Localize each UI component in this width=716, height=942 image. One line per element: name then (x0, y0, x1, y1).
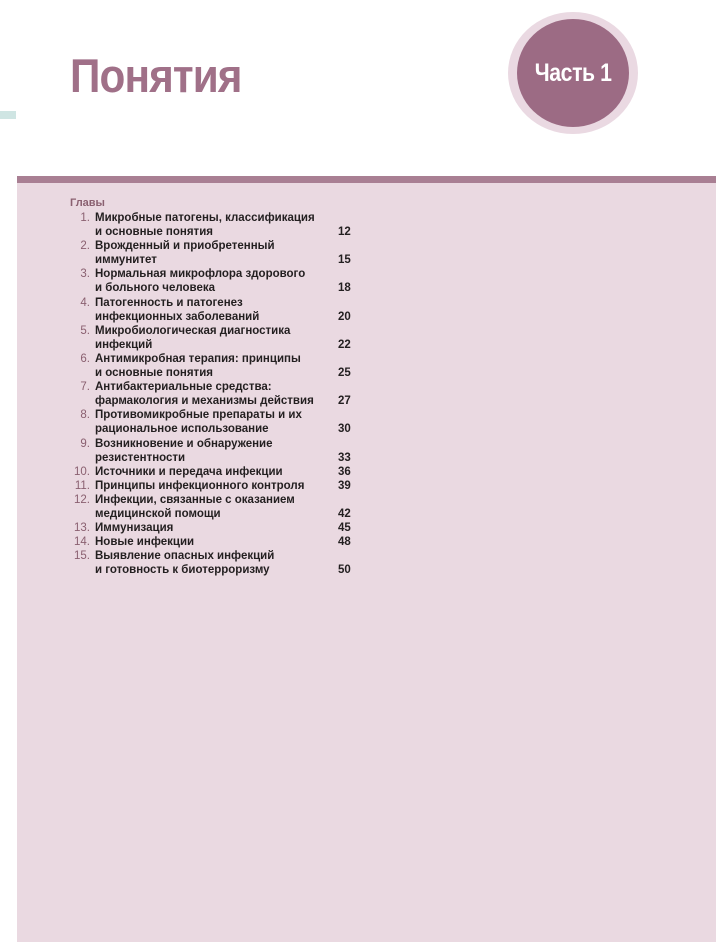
toc-item-page: 25 (338, 367, 351, 380)
decorative-tab-mark (0, 111, 16, 119)
toc-item-title: Инфекции, связанные с оказанием медицинской помощи (95, 493, 295, 520)
toc-item-page: 42 (338, 507, 351, 520)
toc-item-number: 5. (80, 324, 90, 337)
toc-item-page: 30 (338, 423, 351, 436)
toc-item-title: Иммунизация (95, 522, 174, 535)
toc-item-number: 3. (80, 268, 90, 281)
toc-item[interactable] (70, 324, 360, 352)
toc-item-title: Выявление опасных инфекций и готовность к биотерроризму (95, 550, 275, 577)
toc-item-number: 11. (74, 479, 90, 492)
toc-list (70, 211, 360, 577)
toc-item-title: Принципы инфекционного контроля (95, 479, 305, 492)
toc-item-number: 2. (80, 240, 90, 253)
header-divider (17, 176, 716, 183)
toc-item-page: 36 (338, 465, 351, 478)
toc-item-title: Нормальная микрофлора здорового и больного человека (95, 268, 306, 295)
toc-item-number: 8. (80, 409, 90, 422)
toc-item-page: 39 (338, 479, 351, 492)
toc-item-title: Патогенность и патогенез инфекционных заболеваний (95, 296, 260, 323)
toc-item-title: Микробные патогены, классификация и основные понятия (95, 212, 315, 239)
toc-item-page: 15 (338, 254, 351, 267)
toc-item-title: Антимикробная терапия: принципы и основные понятия (95, 352, 301, 380)
toc-item-title: Возникновение и обнаружение резистентности (95, 437, 273, 464)
toc-item[interactable] (70, 211, 360, 239)
toc-item-page: 22 (338, 338, 351, 351)
toc-item-number: 6. (80, 352, 90, 365)
toc-item-title: Противомикробные препараты и их рациональное использование (95, 409, 302, 436)
toc-item[interactable] (70, 408, 360, 436)
toc-item-title: Антибактериальные средства: фармакология и механизмы действия (95, 381, 314, 408)
toc-item[interactable] (70, 479, 360, 493)
toc-item-page: 45 (338, 522, 351, 535)
toc-item[interactable] (70, 380, 360, 408)
toc-item-title: Микробиологическая диагностика инфекций (95, 324, 291, 351)
toc-item[interactable] (70, 465, 360, 479)
toc-item-number: 10. (74, 465, 90, 478)
toc-item-page: 12 (338, 226, 351, 239)
toc-item[interactable] (70, 549, 360, 577)
page-title: Понятия (70, 49, 242, 102)
toc-item[interactable] (70, 493, 360, 521)
toc-item-page: 50 (338, 564, 351, 577)
part-badge-label: Часть 1 (534, 58, 612, 87)
toc-item[interactable] (70, 437, 360, 465)
toc-item-page: 48 (338, 536, 351, 549)
toc-item[interactable] (70, 267, 360, 295)
toc-item[interactable] (70, 352, 360, 380)
toc-item-title: Врожденный и приобретенный иммунитет (95, 240, 275, 267)
toc-item-number: 7. (80, 381, 90, 394)
toc-item-number: 1. (80, 212, 90, 224)
toc-item-page: 27 (338, 395, 351, 408)
toc-item-page: 33 (338, 451, 351, 464)
toc-item-title: Новые инфекции (95, 536, 195, 549)
part-badge (517, 19, 629, 127)
table-of-contents (70, 197, 360, 577)
toc-item[interactable] (70, 239, 360, 267)
toc-item[interactable] (70, 296, 360, 324)
toc-item-number: 12. (74, 493, 90, 506)
toc-item-number: 9. (80, 437, 90, 450)
toc-item-number: 4. (80, 296, 90, 309)
toc-item-number: 13. (74, 522, 90, 535)
toc-item[interactable] (70, 535, 360, 549)
toc-item-page: 20 (338, 310, 351, 323)
toc-item-title: Источники и передача инфекции (95, 465, 283, 478)
toc-heading: Главы (70, 197, 105, 209)
toc-item-page: 18 (338, 282, 351, 295)
toc-item[interactable] (70, 521, 360, 535)
toc-item-number: 14. (74, 536, 90, 549)
toc-item-number: 15. (74, 550, 90, 563)
